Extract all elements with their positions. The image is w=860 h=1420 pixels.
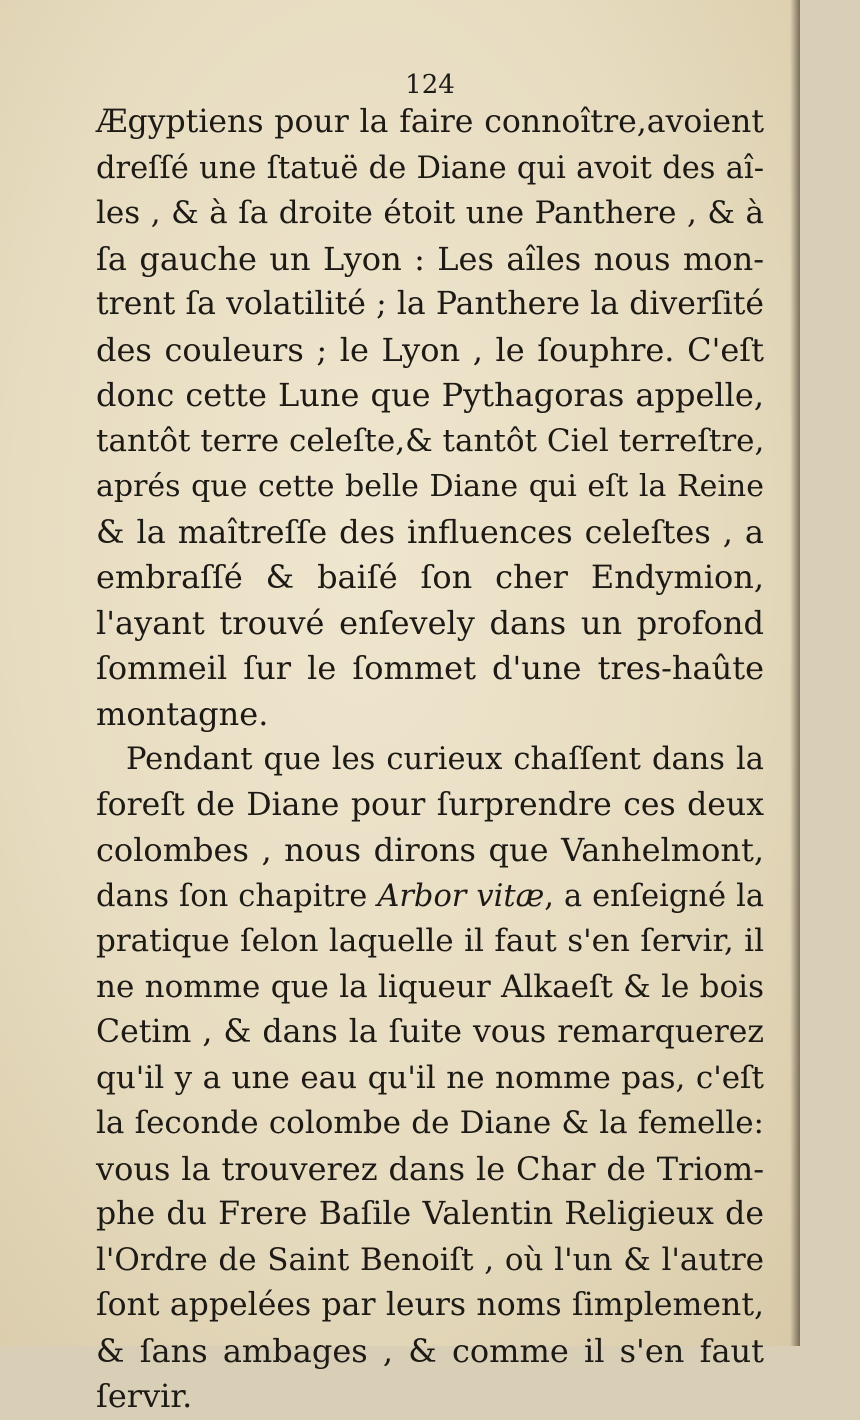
text-line: & la maîtreſſe des influences celeſtes , a	[96, 512, 764, 551]
text-line: tantôt terre celeſte,& tantôt Ciel terreſtre,	[96, 422, 765, 459]
text-line: les , & à ſa droite étoit une Panthere , & à	[96, 195, 764, 231]
page-edge-shadow	[790, 0, 800, 1346]
text-line: vous la trouverez dans le Char de Triom-	[96, 1149, 764, 1188]
text-line: montagne.	[96, 694, 269, 733]
text-line: l'ayant trouvé enſevely dans un profond	[96, 603, 764, 642]
text-line: trent ſa volatilité ; la Panthere la diverſité	[96, 286, 764, 322]
text-line: ſont appelées par leurs noms ſimplement,	[96, 1287, 764, 1323]
text-line-with-italic	[96, 874, 764, 920]
page-number: 124	[405, 70, 455, 100]
text-line: ſommeil ſur le ſommet d'une tres-haûte	[96, 649, 764, 687]
text-line: & ſans ambages , & comme il s'en faut	[96, 1331, 764, 1370]
text-line: aprés que cette belle Diane qui eſt la Reine	[96, 469, 764, 504]
text-line: pratique ſelon laquelle il faut s'en ſervir, il	[96, 923, 764, 959]
paragraph-start-line: Pendant que les curieux chaſſent dans la	[126, 742, 764, 777]
text-line: Ægyptiens pour la faire connoître,avoient	[96, 104, 764, 140]
text-line: donc cette Lune que Pythagoras appelle,	[96, 376, 764, 414]
text-line: phe du Frere Baſile Valentin Religieux de	[96, 1196, 764, 1232]
text-line: ſa gauche un Lyon : Les aîles nous mon-	[96, 239, 764, 278]
text-line: l'Ordre de Saint Benoiſt , où l'un & l'autre	[96, 1241, 764, 1278]
text-segment: dans ſon chapitre	[96, 878, 368, 914]
text-line: colombes , nous dirons que Vanhelmont,	[96, 831, 764, 869]
text-segment: , a enſeigné la	[544, 878, 765, 914]
text-line: ſervir.	[96, 1377, 193, 1415]
text-line: qu'il y a une eau qu'il ne nomme pas, c'eſt	[96, 1059, 764, 1096]
text-line: des couleurs ; le Lyon , le ſouphre. C'eſt	[96, 330, 764, 369]
text-line: la ſeconde colombe de Diane & la femelle:	[96, 1105, 764, 1141]
text-line: dreſſé une ſtatuë de Diane qui avoit des aî-	[96, 150, 764, 186]
text-line: foreſt de Diane pour ſurprendre ces deux	[96, 786, 764, 823]
text-line: embraſſé & baiſé ſon cher Endymion,	[96, 558, 764, 596]
text-line: Cetim , & dans la ſuite vous remarquerez	[96, 1014, 764, 1050]
text-line: ne nomme que la liqueur Alkaeſt & le bois	[96, 968, 764, 1005]
italic-title-arbor-vitae: Arbor vitæ	[377, 878, 545, 914]
body-text	[96, 100, 764, 1420]
